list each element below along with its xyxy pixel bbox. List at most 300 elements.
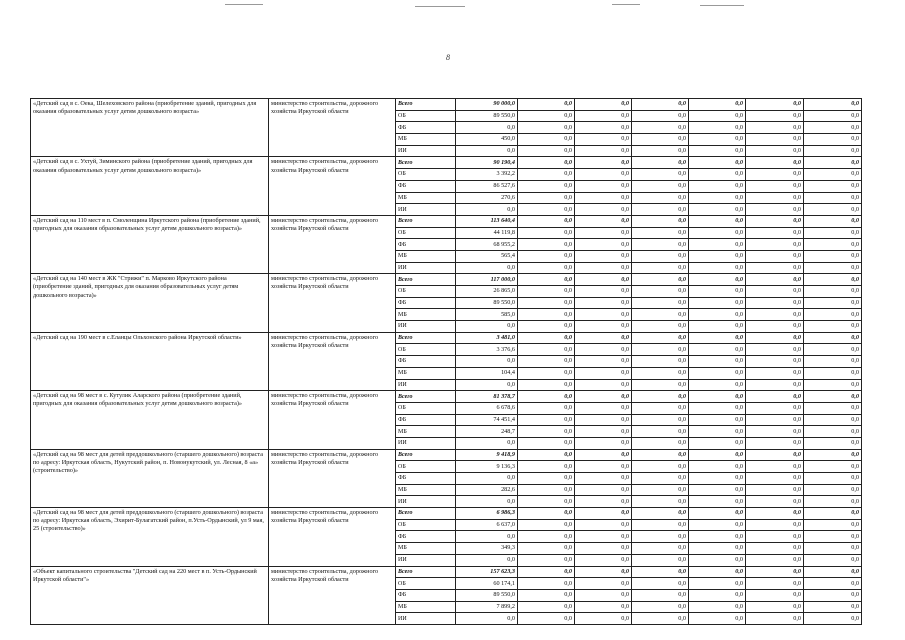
- funding-source-label: МБ: [396, 309, 456, 321]
- amount-cell: 0,0: [689, 601, 746, 613]
- amount-cell: 0,0: [746, 239, 804, 251]
- amount-cell: 0,0: [575, 321, 632, 333]
- project-name: «Детский сад на 98 мест для детей преддошкольного (старшего дошкольного) возраста по адресу: Иркутская область, Нукутский район, п. Новонукутский, ул. Лесная, 8 «а» (строительство)»: [31, 449, 269, 507]
- funding-source-label: Всего: [396, 157, 456, 169]
- amount-cell: 0,0: [456, 321, 518, 333]
- amount-cell: 26 865,0: [456, 286, 518, 298]
- amount-cell: 349,3: [456, 543, 518, 555]
- amount-cell: 0,0: [689, 531, 746, 543]
- amount-cell: 0,0: [632, 496, 689, 508]
- amount-cell: 0,0: [456, 531, 518, 543]
- amount-cell: 0,0: [518, 531, 575, 543]
- amount-cell: 7 899,2: [456, 601, 518, 613]
- amount-cell: 0,0: [456, 496, 518, 508]
- amount-cell: 0,0: [632, 227, 689, 239]
- amount-cell: 0,0: [518, 169, 575, 181]
- funding-source-label: МБ: [396, 426, 456, 438]
- amount-cell: 0,0: [746, 215, 804, 227]
- amount-cell: 450,0: [456, 134, 518, 146]
- funding-source-label: ОБ: [396, 227, 456, 239]
- amount-cell: 0,0: [575, 145, 632, 157]
- table-row: [31, 508, 862, 520]
- amount-cell: 0,0: [518, 99, 575, 111]
- amount-cell: 0,0: [746, 344, 804, 356]
- amount-cell: 0,0: [804, 250, 862, 262]
- funding-source-label: ФБ: [396, 473, 456, 485]
- amount-cell: 0,0: [575, 589, 632, 601]
- amount-cell: 0,0: [746, 367, 804, 379]
- amount-cell: 0,0: [746, 110, 804, 122]
- funding-source-label: ИИ: [396, 496, 456, 508]
- amount-cell: 0,0: [518, 426, 575, 438]
- funding-source-label: Всего: [396, 274, 456, 286]
- amount-cell: 0,0: [575, 344, 632, 356]
- scan-artifact-line: [700, 5, 744, 6]
- amount-cell: 0,0: [518, 461, 575, 473]
- scan-artifact-line: [612, 4, 640, 5]
- amount-cell: 0,0: [518, 192, 575, 204]
- amount-cell: 0,0: [632, 286, 689, 298]
- amount-cell: 3 392,2: [456, 169, 518, 181]
- amount-cell: 0,0: [575, 192, 632, 204]
- amount-cell: 0,0: [804, 309, 862, 321]
- amount-cell: 0,0: [804, 122, 862, 134]
- amount-cell: 74 451,4: [456, 414, 518, 426]
- amount-cell: 0,0: [518, 227, 575, 239]
- amount-cell: 0,0: [804, 169, 862, 181]
- amount-cell: 282,6: [456, 484, 518, 496]
- amount-cell: 0,0: [575, 508, 632, 520]
- funding-source-label: ОБ: [396, 110, 456, 122]
- amount-cell: 0,0: [575, 543, 632, 555]
- amount-cell: 157 623,3: [456, 566, 518, 578]
- amount-cell: 90 190,4: [456, 157, 518, 169]
- amount-cell: 0,0: [518, 601, 575, 613]
- amount-cell: 0,0: [804, 508, 862, 520]
- amount-cell: 0,0: [456, 379, 518, 391]
- amount-cell: 0,0: [575, 391, 632, 403]
- amount-cell: 0,0: [746, 227, 804, 239]
- amount-cell: 60 174,1: [456, 578, 518, 590]
- amount-cell: 0,0: [689, 461, 746, 473]
- amount-cell: 0,0: [575, 473, 632, 485]
- amount-cell: 9 418,9: [456, 449, 518, 461]
- amount-cell: 0,0: [456, 554, 518, 566]
- amount-cell: 89 550,0: [456, 589, 518, 601]
- amount-cell: 248,7: [456, 426, 518, 438]
- amount-cell: 0,0: [746, 402, 804, 414]
- amount-cell: 86 527,6: [456, 180, 518, 192]
- amount-cell: 0,0: [632, 344, 689, 356]
- amount-cell: 0,0: [575, 227, 632, 239]
- amount-cell: 0,0: [746, 566, 804, 578]
- amount-cell: 0,0: [804, 332, 862, 344]
- funding-source-label: ОБ: [396, 578, 456, 590]
- amount-cell: 0,0: [689, 344, 746, 356]
- funding-source-label: Всего: [396, 391, 456, 403]
- amount-cell: 0,0: [746, 496, 804, 508]
- amount-cell: 0,0: [804, 589, 862, 601]
- amount-cell: 117 000,0: [456, 274, 518, 286]
- funding-source-label: ИИ: [396, 554, 456, 566]
- amount-cell: 0,0: [518, 496, 575, 508]
- responsible-executor: министерство строительства, дорожного хозяйства Иркутской области: [269, 332, 396, 390]
- amount-cell: 0,0: [689, 145, 746, 157]
- responsible-executor: министерство строительства, дорожного хозяйства Иркутской области: [269, 215, 396, 273]
- amount-cell: 0,0: [632, 519, 689, 531]
- amount-cell: 0,0: [518, 414, 575, 426]
- amount-cell: 0,0: [746, 192, 804, 204]
- funding-source-label: ОБ: [396, 519, 456, 531]
- funding-source-label: ФБ: [396, 589, 456, 601]
- amount-cell: 0,0: [575, 134, 632, 146]
- amount-cell: 0,0: [632, 437, 689, 449]
- amount-cell: 0,0: [518, 613, 575, 625]
- amount-cell: 0,0: [632, 473, 689, 485]
- amount-cell: 0,0: [575, 169, 632, 181]
- amount-cell: 0,0: [518, 578, 575, 590]
- amount-cell: 0,0: [575, 332, 632, 344]
- amount-cell: 0,0: [632, 122, 689, 134]
- amount-cell: 0,0: [518, 274, 575, 286]
- scan-artifact-line: [415, 6, 465, 7]
- amount-cell: 0,0: [804, 543, 862, 555]
- amount-cell: 0,0: [575, 180, 632, 192]
- project-name: «Детский сад в с. Оека, Шелеховского района (приобретение зданий, пригодных для оказания образовательных услуг детям дошкольного возраста»: [31, 99, 269, 157]
- amount-cell: 0,0: [804, 286, 862, 298]
- amount-cell: 0,0: [518, 321, 575, 333]
- amount-cell: 0,0: [518, 239, 575, 251]
- project-name: «Детский сад в с. Ухтуй, Зиминского района (приобретение зданий, пригодных для оказания образовательных услуг детям дошкольного возраста)»: [31, 157, 269, 215]
- amount-cell: 0,0: [689, 215, 746, 227]
- responsible-executor: министерство строительства, дорожного хозяйства Иркутской области: [269, 391, 396, 449]
- scan-artifact-line: [225, 4, 263, 5]
- amount-cell: 0,0: [689, 414, 746, 426]
- amount-cell: 0,0: [689, 274, 746, 286]
- amount-cell: 0,0: [575, 110, 632, 122]
- responsible-executor: министерство строительства, дорожного хозяйства Иркутской области: [269, 508, 396, 566]
- amount-cell: 0,0: [746, 414, 804, 426]
- table-row: [31, 449, 862, 461]
- amount-cell: 0,0: [746, 122, 804, 134]
- funding-source-label: ФБ: [396, 531, 456, 543]
- amount-cell: 0,0: [689, 286, 746, 298]
- amount-cell: 0,0: [804, 110, 862, 122]
- amount-cell: 0,0: [632, 239, 689, 251]
- amount-cell: 0,0: [632, 554, 689, 566]
- amount-cell: 0,0: [632, 215, 689, 227]
- project-name: «Детский сад на 140 мест в ЖК "Стрижи" п. Марково Иркутского района (приобретение зданий, пригодных для оказания образовательных услуг детям дошкольного возраста)»: [31, 274, 269, 332]
- amount-cell: 0,0: [804, 321, 862, 333]
- amount-cell: 0,0: [518, 554, 575, 566]
- amount-cell: 0,0: [632, 578, 689, 590]
- funding-source-label: Всего: [396, 449, 456, 461]
- amount-cell: 0,0: [746, 356, 804, 368]
- amount-cell: 0,0: [746, 391, 804, 403]
- amount-cell: 0,0: [575, 414, 632, 426]
- amount-cell: 0,0: [746, 250, 804, 262]
- amount-cell: 0,0: [689, 519, 746, 531]
- amount-cell: 0,0: [746, 531, 804, 543]
- amount-cell: 0,0: [689, 543, 746, 555]
- amount-cell: 0,0: [575, 496, 632, 508]
- amount-cell: 0,0: [804, 134, 862, 146]
- amount-cell: 0,0: [746, 543, 804, 555]
- amount-cell: 3 481,0: [456, 332, 518, 344]
- amount-cell: 0,0: [632, 391, 689, 403]
- budget-table: [30, 98, 862, 625]
- amount-cell: 0,0: [804, 449, 862, 461]
- amount-cell: 0,0: [632, 356, 689, 368]
- funding-source-label: ИИ: [396, 204, 456, 216]
- amount-cell: 0,0: [804, 367, 862, 379]
- amount-cell: 0,0: [632, 367, 689, 379]
- amount-cell: 0,0: [746, 379, 804, 391]
- amount-cell: 0,0: [689, 426, 746, 438]
- project-name: «Детский сад на 98 мест в с. Кутулик Аларского района (приобретение зданий, пригодных для оказания образовательных услуг детям дошкольного возраста)»: [31, 391, 269, 449]
- amount-cell: 0,0: [632, 157, 689, 169]
- amount-cell: 0,0: [689, 192, 746, 204]
- amount-cell: 0,0: [746, 157, 804, 169]
- funding-source-label: ОБ: [396, 286, 456, 298]
- amount-cell: 0,0: [518, 484, 575, 496]
- amount-cell: 0,0: [804, 239, 862, 251]
- amount-cell: 0,0: [746, 461, 804, 473]
- amount-cell: 0,0: [804, 227, 862, 239]
- amount-cell: 0,0: [746, 145, 804, 157]
- page-number: 8: [446, 53, 450, 62]
- amount-cell: 81 378,7: [456, 391, 518, 403]
- responsible-executor: министерство строительства, дорожного хозяйства Иркутской области: [269, 274, 396, 332]
- amount-cell: 0,0: [518, 250, 575, 262]
- amount-cell: 0,0: [575, 601, 632, 613]
- amount-cell: 0,0: [689, 332, 746, 344]
- amount-cell: 0,0: [804, 145, 862, 157]
- amount-cell: 0,0: [632, 204, 689, 216]
- amount-cell: 0,0: [746, 426, 804, 438]
- amount-cell: 0,0: [746, 601, 804, 613]
- amount-cell: 0,0: [804, 473, 862, 485]
- table-row: [31, 566, 862, 578]
- amount-cell: 0,0: [689, 566, 746, 578]
- amount-cell: 565,4: [456, 250, 518, 262]
- amount-cell: 0,0: [689, 578, 746, 590]
- amount-cell: 0,0: [804, 554, 862, 566]
- amount-cell: 0,0: [518, 449, 575, 461]
- amount-cell: 0,0: [689, 321, 746, 333]
- funding-source-label: Всего: [396, 99, 456, 111]
- funding-source-label: ФБ: [396, 356, 456, 368]
- funding-source-label: ИИ: [396, 262, 456, 274]
- responsible-executor: министерство строительства, дорожного хозяйства Иркутской области: [269, 566, 396, 624]
- amount-cell: 0,0: [518, 356, 575, 368]
- amount-cell: 0,0: [518, 391, 575, 403]
- amount-cell: 0,0: [575, 157, 632, 169]
- amount-cell: 0,0: [632, 134, 689, 146]
- funding-source-label: ИИ: [396, 437, 456, 449]
- amount-cell: 0,0: [746, 180, 804, 192]
- amount-cell: 0,0: [804, 99, 862, 111]
- amount-cell: 0,0: [518, 134, 575, 146]
- funding-source-label: ФБ: [396, 180, 456, 192]
- amount-cell: 104,4: [456, 367, 518, 379]
- amount-cell: 0,0: [632, 274, 689, 286]
- table-row: [31, 274, 862, 286]
- funding-source-label: ОБ: [396, 461, 456, 473]
- funding-source-label: ОБ: [396, 402, 456, 414]
- amount-cell: 0,0: [804, 461, 862, 473]
- amount-cell: 0,0: [689, 122, 746, 134]
- amount-cell: 0,0: [632, 99, 689, 111]
- amount-cell: 0,0: [746, 134, 804, 146]
- amount-cell: 0,0: [632, 402, 689, 414]
- amount-cell: 0,0: [632, 332, 689, 344]
- amount-cell: 0,0: [746, 519, 804, 531]
- amount-cell: 0,0: [632, 589, 689, 601]
- amount-cell: 0,0: [575, 379, 632, 391]
- funding-source-label: ОБ: [396, 169, 456, 181]
- amount-cell: 0,0: [746, 309, 804, 321]
- amount-cell: 0,0: [575, 461, 632, 473]
- amount-cell: 0,0: [456, 473, 518, 485]
- project-name: «Объект капитального строительства "Детский сад на 220 мест в п. Усть-Ордынский Иркутской области"»: [31, 566, 269, 624]
- amount-cell: 0,0: [746, 99, 804, 111]
- funding-source-label: МБ: [396, 543, 456, 555]
- amount-cell: 0,0: [632, 297, 689, 309]
- amount-cell: 0,0: [804, 157, 862, 169]
- amount-cell: 0,0: [575, 519, 632, 531]
- amount-cell: 0,0: [804, 262, 862, 274]
- amount-cell: 0,0: [689, 239, 746, 251]
- amount-cell: 0,0: [689, 391, 746, 403]
- amount-cell: 0,0: [518, 110, 575, 122]
- amount-cell: 0,0: [632, 192, 689, 204]
- amount-cell: 0,0: [689, 110, 746, 122]
- amount-cell: 0,0: [632, 309, 689, 321]
- amount-cell: 9 136,3: [456, 461, 518, 473]
- amount-cell: 0,0: [632, 379, 689, 391]
- amount-cell: 0,0: [632, 110, 689, 122]
- amount-cell: 0,0: [632, 601, 689, 613]
- amount-cell: 0,0: [518, 519, 575, 531]
- amount-cell: 270,6: [456, 192, 518, 204]
- funding-source-label: ИИ: [396, 613, 456, 625]
- responsible-executor: министерство строительства, дорожного хозяйства Иркутской области: [269, 157, 396, 215]
- amount-cell: 0,0: [746, 437, 804, 449]
- amount-cell: 0,0: [689, 437, 746, 449]
- amount-cell: 0,0: [689, 484, 746, 496]
- amount-cell: 0,0: [746, 204, 804, 216]
- amount-cell: 3 376,6: [456, 344, 518, 356]
- amount-cell: 585,0: [456, 309, 518, 321]
- table-row: [31, 391, 862, 403]
- table-row: [31, 157, 862, 169]
- amount-cell: 0,0: [575, 426, 632, 438]
- amount-cell: 0,0: [575, 402, 632, 414]
- amount-cell: 0,0: [689, 157, 746, 169]
- amount-cell: 0,0: [518, 344, 575, 356]
- amount-cell: 0,0: [746, 589, 804, 601]
- budget-table-body: [31, 99, 862, 625]
- funding-source-label: МБ: [396, 250, 456, 262]
- amount-cell: 0,0: [804, 402, 862, 414]
- amount-cell: 0,0: [518, 402, 575, 414]
- amount-cell: 0,0: [575, 309, 632, 321]
- amount-cell: 0,0: [746, 332, 804, 344]
- amount-cell: 0,0: [632, 426, 689, 438]
- amount-cell: 0,0: [518, 473, 575, 485]
- amount-cell: 0,0: [804, 578, 862, 590]
- funding-source-label: ИИ: [396, 321, 456, 333]
- amount-cell: 0,0: [632, 169, 689, 181]
- amount-cell: 0,0: [518, 122, 575, 134]
- amount-cell: 0,0: [632, 262, 689, 274]
- amount-cell: 0,0: [518, 180, 575, 192]
- amount-cell: 0,0: [746, 578, 804, 590]
- amount-cell: 68 955,2: [456, 239, 518, 251]
- amount-cell: 0,0: [518, 157, 575, 169]
- amount-cell: 0,0: [746, 297, 804, 309]
- amount-cell: 0,0: [632, 531, 689, 543]
- amount-cell: 0,0: [575, 297, 632, 309]
- funding-source-label: ФБ: [396, 122, 456, 134]
- amount-cell: 0,0: [575, 122, 632, 134]
- amount-cell: 0,0: [804, 531, 862, 543]
- amount-cell: 0,0: [518, 566, 575, 578]
- amount-cell: 0,0: [518, 543, 575, 555]
- amount-cell: 0,0: [689, 613, 746, 625]
- funding-source-label: Всего: [396, 215, 456, 227]
- amount-cell: 0,0: [575, 274, 632, 286]
- amount-cell: 0,0: [456, 122, 518, 134]
- amount-cell: 0,0: [746, 613, 804, 625]
- amount-cell: 0,0: [518, 379, 575, 391]
- amount-cell: 0,0: [804, 414, 862, 426]
- amount-cell: 0,0: [804, 344, 862, 356]
- amount-cell: 0,0: [632, 414, 689, 426]
- amount-cell: 0,0: [689, 227, 746, 239]
- amount-cell: 0,0: [456, 204, 518, 216]
- project-name: «Детский сад на 190 мест в с.Еланцы Ольхонского района Иркутской области»: [31, 332, 269, 390]
- amount-cell: 0,0: [575, 356, 632, 368]
- amount-cell: 0,0: [689, 379, 746, 391]
- funding-source-label: ОБ: [396, 344, 456, 356]
- amount-cell: 0,0: [689, 473, 746, 485]
- amount-cell: 0,0: [746, 274, 804, 286]
- amount-cell: 0,0: [689, 180, 746, 192]
- amount-cell: 0,0: [689, 134, 746, 146]
- amount-cell: 0,0: [746, 554, 804, 566]
- amount-cell: 0,0: [746, 508, 804, 520]
- amount-cell: 0,0: [575, 262, 632, 274]
- amount-cell: 0,0: [518, 286, 575, 298]
- amount-cell: 0,0: [632, 543, 689, 555]
- amount-cell: 0,0: [804, 496, 862, 508]
- table-row: [31, 99, 862, 111]
- funding-source-label: ФБ: [396, 414, 456, 426]
- amount-cell: 113 640,4: [456, 215, 518, 227]
- amount-cell: 0,0: [456, 262, 518, 274]
- amount-cell: 6 986,3: [456, 508, 518, 520]
- amount-cell: 0,0: [804, 519, 862, 531]
- amount-cell: 0,0: [689, 204, 746, 216]
- amount-cell: 0,0: [575, 204, 632, 216]
- amount-cell: 0,0: [804, 426, 862, 438]
- funding-source-label: ИИ: [396, 145, 456, 157]
- amount-cell: 0,0: [518, 145, 575, 157]
- amount-cell: 0,0: [575, 250, 632, 262]
- amount-cell: 0,0: [746, 262, 804, 274]
